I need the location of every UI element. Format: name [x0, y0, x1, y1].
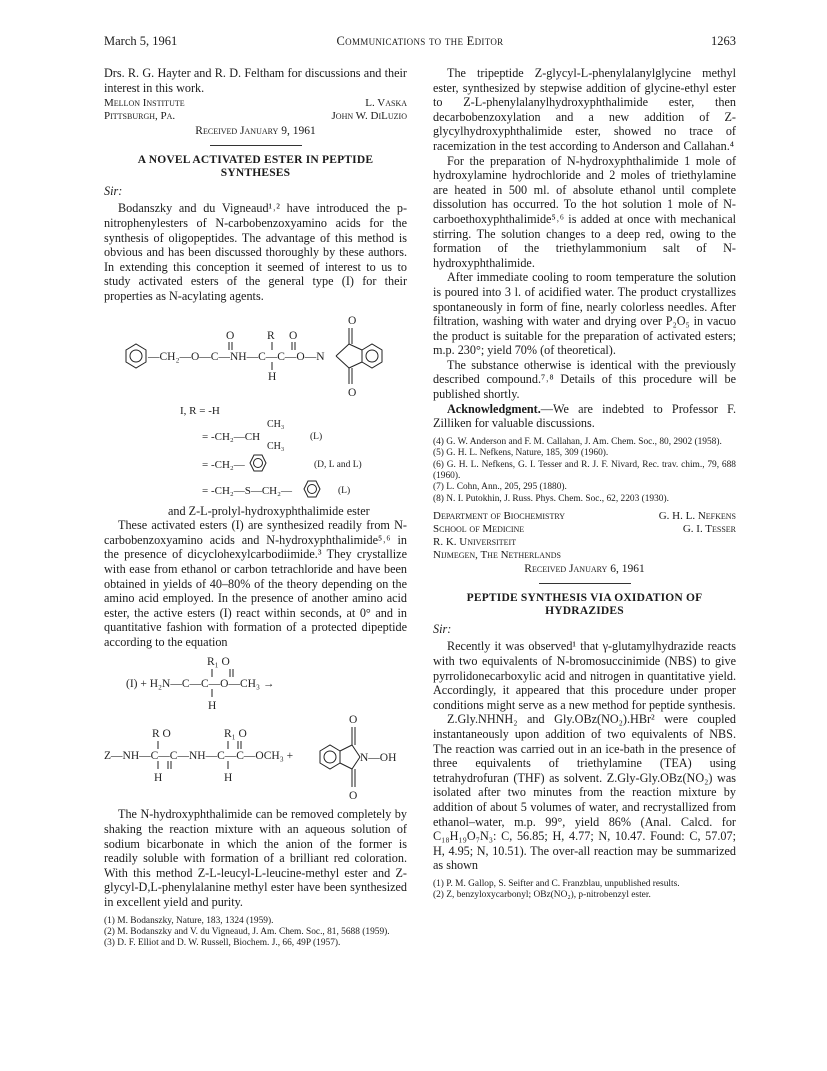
substituent-branch: CH₃: [267, 418, 285, 430]
issue-date: March 5, 1961: [104, 34, 178, 48]
and-line: and Z-L-prolyl-hydroxyphthalimide ester: [168, 503, 370, 518]
atom-label: O: [348, 314, 357, 327]
config-tag: (L): [338, 485, 351, 496]
svg-text:H: H: [208, 700, 217, 713]
svg-text:R₁ O: R₁ O: [224, 728, 247, 741]
config-tag: (L): [310, 431, 323, 442]
svg-text:(I) + H₂N—C—C—O—CH₃ →: (I) + H₂N—C—C—O—CH₃ →: [126, 678, 275, 691]
paragraph: Z.Gly.NHNH₂ and Gly.OBz(NO₂).HBr² were coupled instantaneously upon addition of two equivalents of NBS. The reaction was carried out in an ice-bath in the presence of three equivalents of triethylamine (TEA) using tetrahydrofuran (THF) as solvent. Z.Gly-Gly.OBz(NO₂) was isolated after two minutes from the reaction mixture by addition of about 5 volumes of water, and recrystallized from ethanol–water, m.p. 99°, yield 86% (Anal. Calcd. for C₁₈H₁₉O₇N₃: C, 56.85; H, 4.77; N, 10.47. Found: C, 57.07; H, 4.95; N, 10.51). The over-all reaction may be summarized as shown: [433, 712, 736, 873]
affiliation-row: [433, 549, 736, 562]
structure-chain: —CH₂—O—C—NH—C—C—O—N: [148, 350, 325, 363]
affiliation: Pittsburgh, Pa.: [104, 110, 176, 123]
substituent-list: [104, 404, 407, 500]
svg-text:N—OH: N—OH: [360, 752, 397, 765]
acknowledgment-heading: Acknowledgment.: [447, 401, 541, 416]
affiliation: School of Medicine: [433, 523, 525, 536]
footnotes: [433, 879, 736, 902]
author: L. Vaska: [365, 97, 407, 110]
paragraph: The N-hydroxyphthalimide can be removed completely by shaking the reaction mixture with an aqueous solution of sodium bicarbonate in which the anion of the former is readily soluble with formation of a brilliant red coloration. With this method Z-L-leucyl-L-leucine-methyl ester and Z-glycyl-D,L-phenylalanine methyl ester have been synthesized in excellent yield and purity.: [104, 807, 407, 910]
substituent: = -CH₂—: [202, 458, 245, 471]
author-block: [433, 510, 736, 577]
benzene-ring-icon: [246, 452, 270, 474]
footnote: (2) Z, benzyloxycarbonyl; OBz(NO₂), p-nitrobenzyl ester.: [433, 890, 651, 901]
section-title: Communications to the Editor: [336, 34, 504, 48]
affiliation: Department of Biochemistry: [433, 510, 566, 523]
paragraph: Recently it was observed¹ that γ-glutamylhydrazide reacts with two equivalents of N-bromosuccinimide (NBS) to give pyrrolidonecarboxylic acid and nitrogen in quantitative yield. Accordingly, it appeared that this procedure under proper conditions might serve as a new method for peptide synthesis.: [433, 639, 736, 712]
footnote: (1) P. M. Gallop, S. Seifter and C. Franzblau, unpublished results.: [433, 878, 680, 889]
benzene-ring-icon: [300, 478, 324, 500]
substituent: = -CH₂—S—CH₂—: [202, 484, 292, 497]
footnote: (7) L. Cohn, Ann., 205, 295 (1880).: [433, 482, 567, 493]
continued-text: Drs. R. G. Hayter and R. D. Feltham for discussions and their interest in this work.: [104, 66, 407, 95]
footnote: (6) G. H. L. Nefkens, G. I. Tesser and R. J. F. Nivard, Rec. trav. chim., 79, 688 (1960).: [433, 459, 736, 482]
running-header: [104, 34, 736, 52]
section-divider: [539, 583, 631, 584]
config-tag: (D, L and L): [314, 459, 362, 470]
paragraph: Bodanszky and du Vigneaud¹˒² have introduced the p-nitrophenylesters of N-carbobenzoxyamino acids for the synthesis of oligopeptides. The advantage of this method is obvious and has been discussed thoroughly by these authors. In extending this conception it seemed of interest to us to study activated esters of the general type (I) for their properties as N-acylating agents.: [104, 201, 407, 303]
right-column: [433, 66, 736, 902]
affiliation: Nijmegen, The Netherlands: [433, 549, 561, 562]
paragraph: After immediate cooling to room temperature the solution is poured into 3 l. of acidified water. The product crystallizes spontaneously in form of fine, nearly colorless needles. After filtration, washing with water and drying over P₂O₅ in vacuo the product is suitable for the preparation of activated esters; m.p. 230°; yield 70% (of theoretical).: [433, 270, 736, 358]
footnotes: [104, 916, 407, 950]
footnote: (5) G. H. L. Nefkens, Nature, 185, 309 (1960).: [433, 448, 609, 459]
svg-text:R O: R O: [152, 728, 171, 741]
svg-text:H: H: [154, 772, 163, 785]
affiliation-row-1: [104, 97, 407, 110]
article-title: A NOVEL ACTIVATED ESTER IN PEPTIDE SYNTHESES: [137, 153, 374, 179]
reaction-equation-diagram: [104, 653, 407, 803]
affiliation-row: [433, 523, 736, 536]
svg-text:O: O: [349, 714, 358, 727]
footnote: (4) G. W. Anderson and F. M. Callahan, J. Am. Chem. Soc., 80, 2902 (1958).: [433, 436, 722, 447]
author: John W. DiLuzio: [331, 110, 407, 123]
page-number: 1263: [711, 34, 736, 48]
svg-text:O: O: [349, 790, 358, 803]
salutation: Sir:: [104, 183, 123, 198]
footnotes: [433, 437, 736, 505]
affiliation: R. K. Universiteit: [433, 536, 517, 549]
affiliation-row: [433, 536, 736, 549]
acknowledgment: [433, 402, 736, 431]
paragraph: The tripeptide Z-glycyl-L-phenylalanylglycine methyl ester, synthesized by stepwise addition of glycine-ethyl ester to Z-L-phenylalanylhydroxyphthalimide ester, then decarbobenzoxylation and a new addition of Z-glycylhydroxyphthalimide ester, showed no trace of racemization in the test according to Anderson and Callahan.⁴: [433, 66, 736, 153]
received-date: Received January 9, 1961: [195, 125, 316, 138]
article-title: PEPTIDE SYNTHESIS VIA OXIDATION OF HYDRAZIDES: [466, 591, 703, 617]
affiliation: Mellon Institute: [104, 97, 185, 110]
section-divider: [210, 145, 302, 146]
received-date: Received January 6, 1961: [524, 563, 645, 576]
author: G. I. Tesser: [682, 523, 736, 536]
affiliation-row-2: [104, 110, 407, 123]
paragraph: For the preparation of N-hydroxyphthalimide 1 mole of hydroxylamine hydrochloride and 2 moles of triethylamine are heated in 500 ml. of absolute ethanol until complete dissolution has occurred. To the hot solution 1 mole of N-carboethoxyphthalimide⁵˒⁶ is added at once with mechanical stirring. The solution changes to a deep red, owing to the formation of the triethylammonium salt of N-hydroxyphthalimide.: [433, 153, 736, 270]
substituent-branch: CH₃: [267, 440, 285, 452]
svg-text:R₁ O: R₁ O: [207, 656, 230, 669]
author: G. H. L. Nefkens: [658, 510, 736, 523]
substituent: = -CH₂—CH: [202, 430, 261, 443]
footnote: (1) M. Bodanszky, Nature, 183, 1324 (1959).: [104, 915, 274, 926]
svg-text:Z—NH—C—C—NH—C—C—OCH₃ +: Z—NH—C—C—NH—C—C—OCH₃ +: [104, 750, 294, 763]
footnote: (8) N. I. Putokhin, J. Russ. Phys. Chem. Soc., 62, 2203 (1930).: [433, 493, 669, 504]
atom-label: O: [289, 329, 298, 342]
affiliation-row: [433, 510, 736, 523]
atom-label: H: [268, 370, 277, 383]
footnote: (3) D. F. Elliot and D. W. Russell, Biochem. J., 66, 49P (1957).: [104, 938, 341, 949]
salutation: Sir:: [433, 621, 452, 636]
paragraph: The substance otherwise is identical with the previously described compound.⁷˒⁸ Details of this procedure will be published shortly.: [433, 357, 736, 402]
structure-i-diagram: [104, 308, 407, 404]
footnote: (2) M. Bodanszky and V. du Vigneaud, J. Am. Chem. Soc., 81, 5688 (1959).: [104, 927, 390, 938]
svg-text:H: H: [224, 772, 233, 785]
atom-label: O: [226, 329, 235, 342]
atom-label: R: [267, 329, 275, 342]
acknowledgment-text: —We are indebted to Professor F. Zilliken for valuable discussions.: [433, 401, 736, 431]
atom-label: O: [348, 386, 357, 399]
substituent: I, R = -H: [180, 404, 220, 417]
left-column: [104, 66, 407, 950]
paragraph: These activated esters (I) are synthesized readily from N-carbobenzoxyamino acids and N-hydroxyphthalimide⁵˒⁶ in the presence of dicyclohexylcarbodiimide.³ They crystallize with ease from ethanol or carbon tetrachloride and have been obtained in yields of 40–80% of the theory depending on the amino acid employed. In the presence of another amino acid ester, the active esters (I) react within seconds, at 0° and in quantitative fashion with formation of a protected dipeptide according to the equation: [104, 518, 407, 649]
